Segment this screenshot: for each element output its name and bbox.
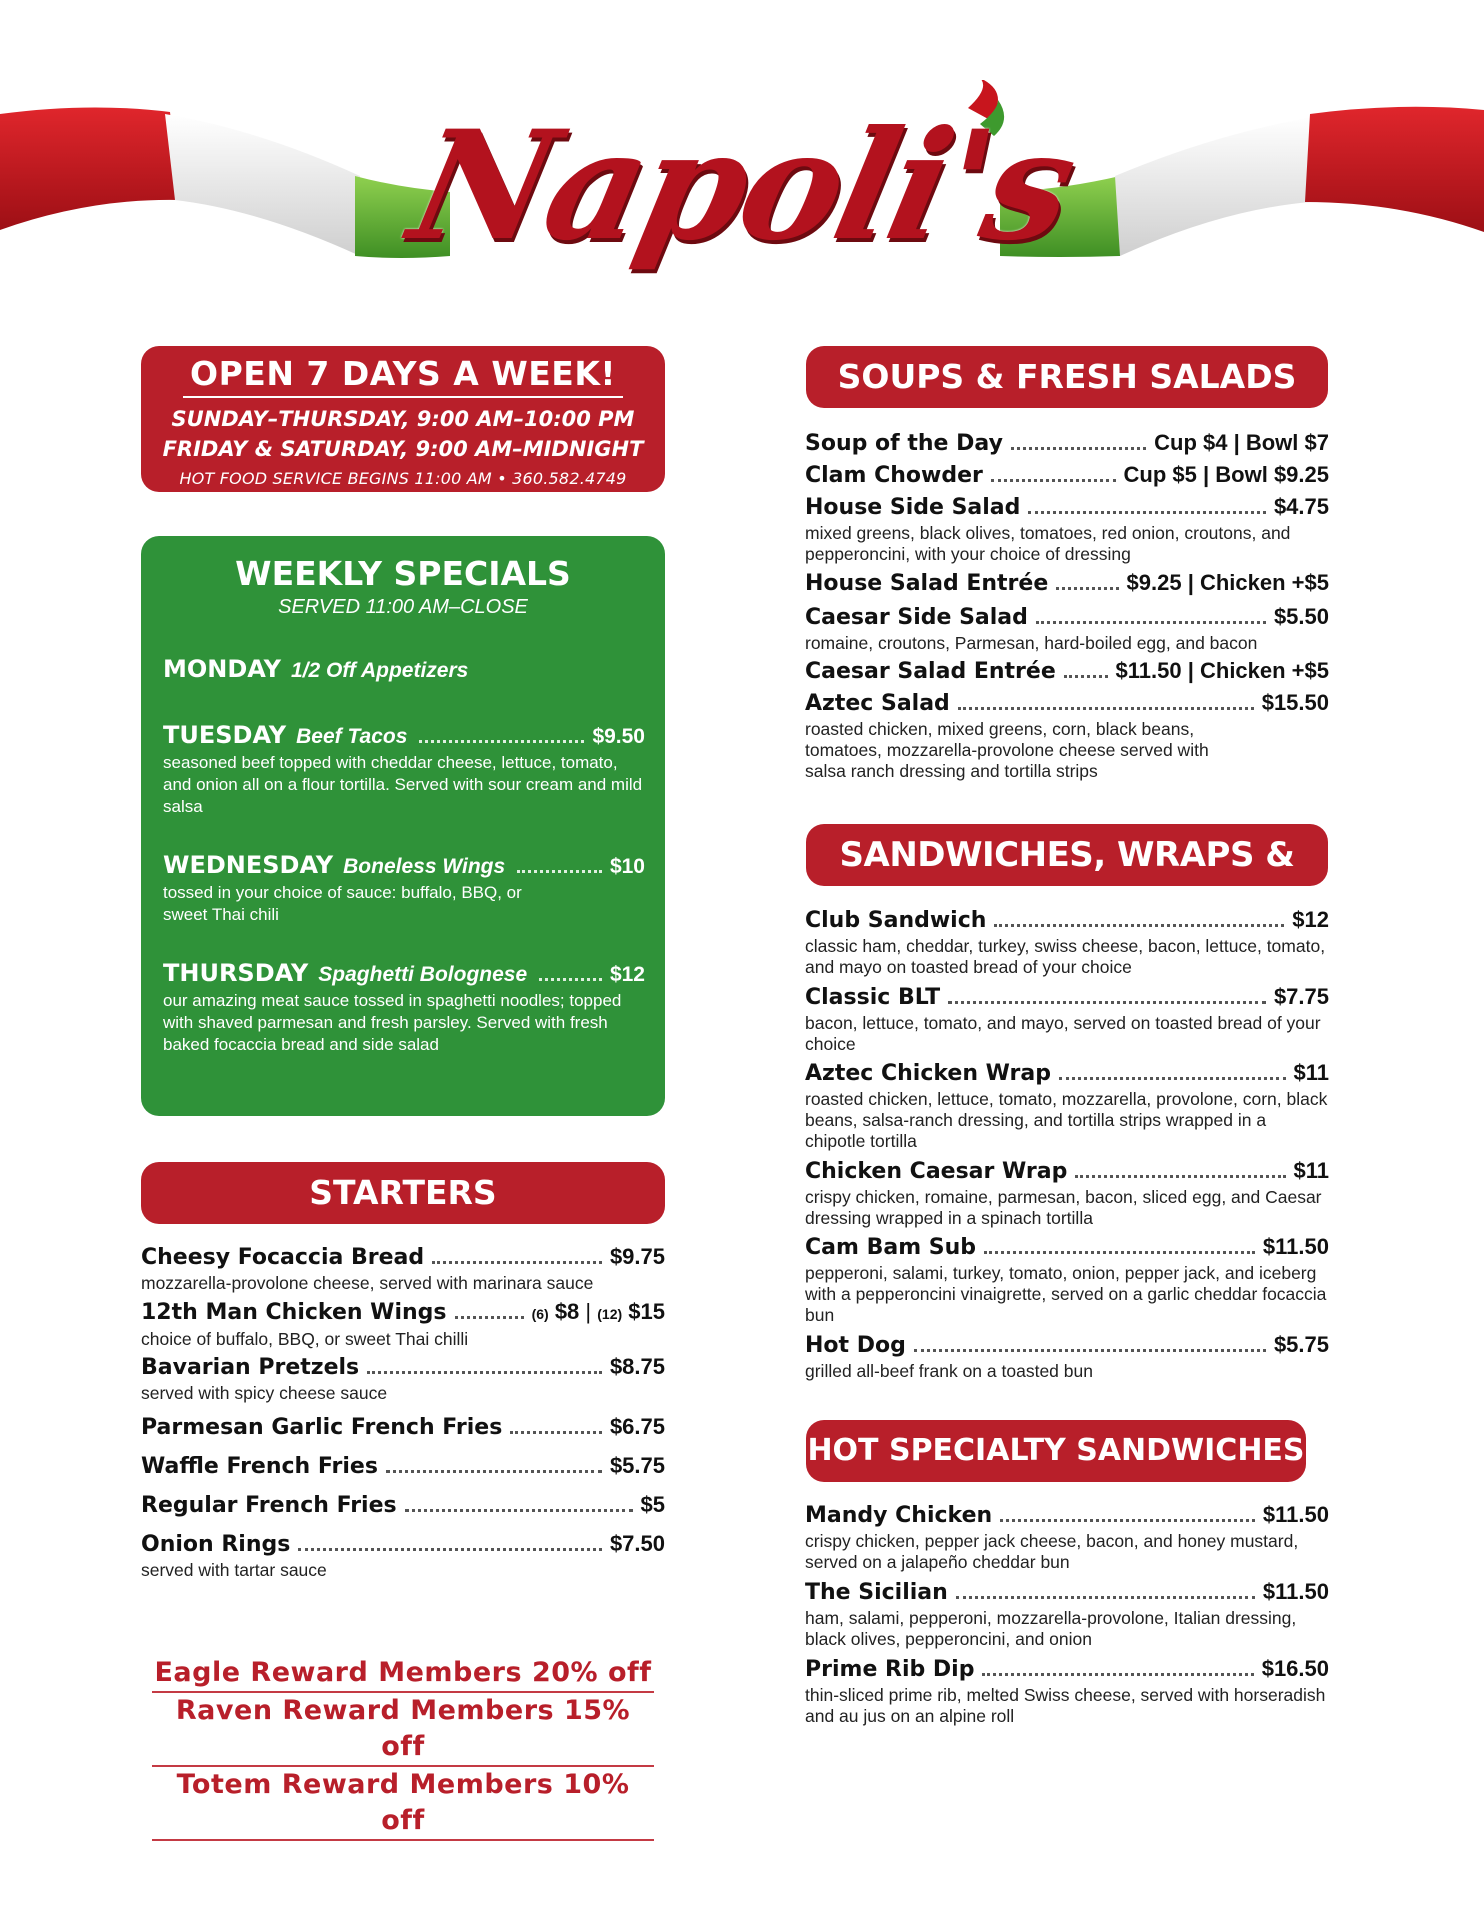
hours-note: HOT FOOD SERVICE BEGINS 11:00 AM • 360.582.4749	[179, 469, 627, 488]
price-qty: (6)	[531, 1306, 549, 1322]
menu-item	[141, 1412, 665, 1443]
item-name: Aztec Salad	[805, 691, 950, 716]
dot-leader	[982, 1673, 1253, 1676]
item-name: Prime Rib Dip	[805, 1657, 975, 1682]
special-wednesday	[163, 850, 645, 926]
price-separator: |	[585, 1299, 598, 1324]
menu-item	[805, 428, 1329, 459]
item-price: $8.75	[609, 1354, 665, 1379]
special-description: tossed in your choice of sauce: buffalo, BBQ, or sweet Thai chili	[163, 883, 522, 924]
menu-item	[805, 492, 1329, 565]
item-description: grilled all-beef frank on a toasted bun	[805, 1361, 1093, 1381]
dot-leader	[432, 1261, 602, 1264]
specials-title: WEEKLY SPECIALS	[235, 554, 571, 593]
special-day: TUESDAY	[163, 721, 287, 749]
item-price: $5.50	[1273, 604, 1329, 629]
dot-leader	[1056, 587, 1118, 590]
item-name: Waffle French Fries	[141, 1454, 378, 1479]
menu-item	[805, 1156, 1329, 1229]
dot-leader	[510, 1431, 602, 1434]
special-day: WEDNESDAY	[163, 851, 334, 879]
dot-leader	[298, 1548, 602, 1551]
special-thursday	[163, 958, 645, 1056]
item-name: Club Sandwich	[805, 908, 987, 933]
dot-leader	[455, 1316, 524, 1319]
item-description: classic ham, cheddar, turkey, swiss cheese, bacon, lettuce, tomato, and mayo on toasted bread of your choice	[805, 936, 1326, 977]
item-description: thin-sliced prime rib, melted Swiss cheese, served with horseradish and au jus on an alpine roll	[805, 1685, 1326, 1726]
special-day: MONDAY	[163, 655, 281, 683]
item-price: $7.75	[1273, 984, 1329, 1009]
menu-item	[805, 460, 1329, 491]
item-name: Onion Rings	[141, 1532, 291, 1557]
menu-item	[805, 688, 1329, 782]
item-price: $16.50	[1261, 1656, 1329, 1681]
item-name: Hot Dog	[805, 1333, 906, 1358]
reward-totem: Totem Reward Members 10% off	[152, 1767, 654, 1841]
dot-leader	[1036, 621, 1266, 624]
item-price: Cup $5 | Bowl $9.25	[1123, 462, 1329, 487]
item-description: crispy chicken, romaine, parmesan, bacon, sliced egg, and Caesar dressing wrapped in a spinach tortilla	[805, 1187, 1322, 1228]
special-description: our amazing meat sauce tossed in spaghetti noodles; topped with shaved parmesan and fresh parsley. Served with fresh baked focaccia bread and side salad	[163, 991, 622, 1054]
item-price: $11.50	[1262, 1502, 1329, 1527]
item-name: Soup of the Day	[805, 431, 1003, 456]
item-name: Caesar Side Salad	[805, 605, 1028, 630]
menu-item	[805, 1330, 1329, 1382]
menu-item	[141, 1242, 665, 1294]
item-price: $9.75	[609, 1244, 665, 1269]
soups-salads-header: SOUPS & FRESH SALADS	[806, 346, 1328, 408]
item-description: roasted chicken, mixed greens, corn, black beans, tomatoes, mozzarella-provolone cheese served with salsa ranch dressing and tortilla strips	[805, 719, 1209, 781]
item-name: Mandy Chicken	[805, 1503, 993, 1528]
hours-weekend: FRIDAY & SATURDAY, 9:00 AM–MIDNIGHT	[162, 437, 644, 461]
item-description: served with tartar sauce	[141, 1560, 327, 1580]
menu-item	[141, 1490, 665, 1521]
hot-specialty-header: HOT SPECIALTY SANDWICHES	[806, 1420, 1306, 1482]
item-name: Caesar Salad Entrée	[805, 659, 1056, 684]
dot-leader	[367, 1371, 602, 1374]
item-name: House Salad Entrée	[805, 571, 1049, 596]
item-price: $5.75	[609, 1453, 665, 1478]
dot-leader	[948, 1001, 1266, 1004]
item-description: bacon, lettuce, tomato, and mayo, served on toasted bread of your choice	[805, 1013, 1321, 1054]
sandwiches-header: SANDWICHES, WRAPS & DOGS	[806, 824, 1328, 886]
special-price: $10	[609, 855, 645, 878]
menu-item	[805, 1577, 1329, 1650]
item-description: mixed greens, black olives, tomatoes, red onion, croutons, and pepperoncini, with your choice of dressing	[805, 523, 1291, 564]
special-description: seasoned beef topped with cheddar cheese, lettuce, tomato, and onion all on a flour tortilla. Served with sour cream and mild salsa	[163, 753, 643, 816]
special-dish: Spaghetti Bolognese	[318, 963, 528, 986]
special-tuesday	[163, 720, 645, 818]
item-name: Cheesy Focaccia Bread	[141, 1245, 425, 1270]
special-day: THURSDAY	[163, 959, 309, 987]
item-price: $4.75	[1273, 494, 1329, 519]
menu-item	[805, 982, 1329, 1055]
item-price: $11.50	[1262, 1234, 1329, 1259]
item-name: Clam Chowder	[805, 463, 983, 488]
item-name: Bavarian Pretzels	[141, 1355, 360, 1380]
menu-item	[141, 1297, 665, 1350]
item-name: Chicken Caesar Wrap	[805, 1159, 1068, 1184]
menu-item	[805, 602, 1329, 654]
starters-header: STARTERS	[141, 1162, 665, 1224]
dot-leader	[405, 1509, 633, 1512]
dot-leader	[517, 870, 602, 873]
dot-leader	[539, 978, 602, 981]
item-description: pepperoni, salami, turkey, tomato, onion, pepper jack, and iceberg with a pepperoncini vinaigrette, served on a garlic cheddar focaccia bun	[805, 1263, 1327, 1325]
hours-title: OPEN 7 DAYS A WEEK!	[190, 354, 616, 393]
rewards-list	[152, 1655, 654, 1841]
item-price: $6.75	[609, 1414, 665, 1439]
item-price: Cup $4 | Bowl $7	[1154, 430, 1329, 455]
menu-item	[141, 1451, 665, 1482]
menu-item	[805, 1058, 1329, 1152]
price-value: $15	[628, 1299, 665, 1324]
special-price: $9.50	[592, 725, 645, 748]
dot-leader	[991, 479, 1116, 482]
item-description: choice of buffalo, BBQ, or sweet Thai chilli	[141, 1329, 469, 1349]
dot-leader	[1059, 1077, 1286, 1080]
special-dish: Beef Tacos	[296, 725, 408, 748]
dot-leader	[1028, 511, 1266, 514]
hours-panel	[141, 346, 665, 492]
dot-leader	[994, 924, 1284, 927]
dot-leader	[1064, 675, 1108, 678]
price-value: $8	[554, 1299, 580, 1324]
item-price: $5	[640, 1492, 665, 1517]
item-price	[532, 1297, 665, 1329]
item-name: Classic BLT	[805, 985, 941, 1010]
dot-leader	[914, 1349, 1266, 1352]
dot-leader	[1011, 447, 1146, 450]
item-description: ham, salami, pepperoni, mozzarella-provolone, Italian dressing, black olives, pepperoncini, and onion	[805, 1608, 1297, 1649]
special-dish: Boneless Wings	[343, 855, 506, 878]
menu-item	[805, 656, 1329, 687]
specials-subtitle: SERVED 11:00 AM–CLOSE	[278, 596, 528, 618]
item-name: House Side Salad	[805, 495, 1021, 520]
reward-eagle: Eagle Reward Members 20% off	[152, 1655, 654, 1693]
price-qty: (12)	[597, 1306, 623, 1322]
special-monday	[163, 654, 645, 686]
special-dish: 1/2 Off Appetizers	[290, 659, 469, 682]
dot-leader	[984, 1251, 1255, 1254]
menu-item	[805, 905, 1329, 978]
item-description: romaine, croutons, Parmesan, hard-boiled egg, and bacon	[805, 633, 1258, 653]
menu-item	[805, 1500, 1329, 1573]
dot-leader	[1075, 1175, 1285, 1178]
item-description: roasted chicken, lettuce, tomato, mozzarella, provolone, corn, black beans, salsa-ranch dressing, and tortilla strips wrapped in a chipotle tortilla	[805, 1089, 1328, 1151]
dot-leader	[958, 707, 1254, 710]
item-name: Regular French Fries	[141, 1493, 397, 1518]
dot-leader	[1000, 1519, 1255, 1522]
item-name: The Sicilian	[805, 1580, 948, 1605]
item-name: 12th Man Chicken Wings	[141, 1300, 447, 1325]
item-description: served with spicy cheese sauce	[141, 1383, 388, 1403]
dot-leader	[956, 1596, 1255, 1599]
item-price: $5.75	[1273, 1332, 1329, 1357]
item-price: $11	[1293, 1060, 1329, 1085]
hours-weekday: SUNDAY–THURSDAY, 9:00 AM–10:00 PM	[171, 407, 635, 431]
item-price: $11.50 | Chicken +$5	[1115, 658, 1329, 683]
item-price: $11	[1293, 1158, 1329, 1183]
item-name: Aztec Chicken Wrap	[805, 1061, 1051, 1086]
menu-item	[805, 1654, 1329, 1727]
item-name: Parmesan Garlic French Fries	[141, 1415, 503, 1440]
menu-item	[141, 1352, 665, 1404]
item-price: $9.25 | Chicken +$5	[1126, 570, 1329, 595]
item-name: Cam Bam Sub	[805, 1235, 977, 1260]
dot-leader	[419, 740, 584, 743]
weekly-specials-panel	[141, 536, 665, 1116]
menu-item	[141, 1529, 665, 1581]
hours-divider	[183, 396, 623, 398]
item-price: $15.50	[1261, 690, 1329, 715]
dot-leader	[386, 1470, 602, 1473]
item-price: $12	[1292, 907, 1329, 932]
item-price: $7.50	[609, 1531, 665, 1556]
logo-banner	[0, 80, 1484, 310]
reward-raven: Raven Reward Members 15% off	[152, 1693, 654, 1767]
menu-item	[805, 568, 1329, 599]
item-description: crispy chicken, pepper jack cheese, bacon, and honey mustard, served on a jalapeño cheddar bun	[805, 1531, 1299, 1572]
brand-logo: Napoli's	[397, 98, 1087, 274]
menu-item	[805, 1232, 1329, 1326]
item-price: $11.50	[1262, 1579, 1329, 1604]
special-price: $12	[609, 963, 645, 986]
item-description: mozzarella-provolone cheese, served with marinara sauce	[141, 1273, 594, 1293]
